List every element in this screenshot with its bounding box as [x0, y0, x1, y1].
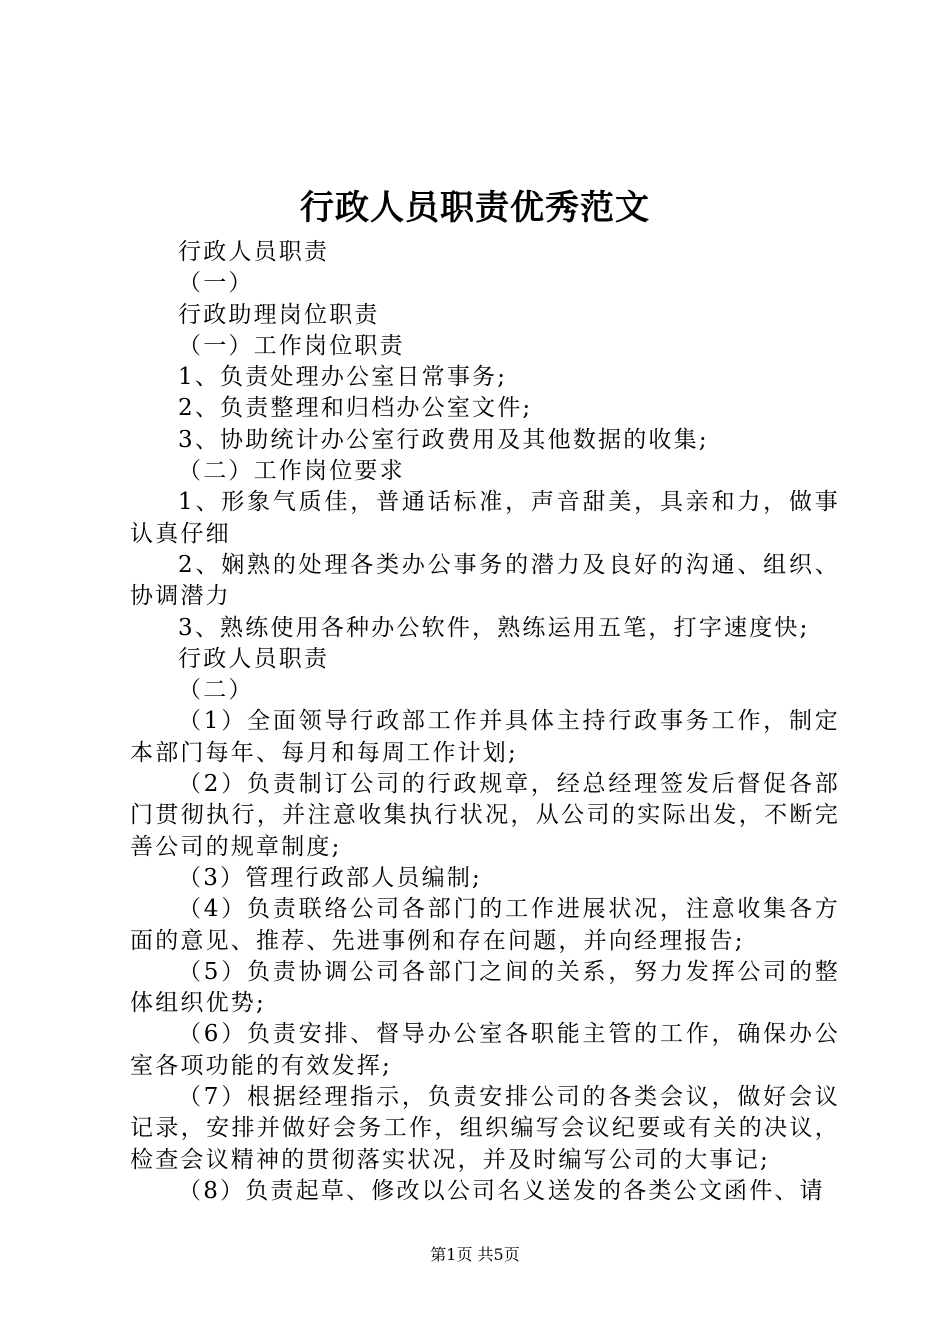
page-number-footer: 第1页 共5页	[430, 1245, 520, 1264]
paragraph: （3）管理行政部人员编制;	[178, 864, 482, 891]
paragraph: 2、负责整理和归档办公室文件;	[178, 395, 533, 422]
paragraph: （7）根据经理指示，负责安排公司的各类会议，做好会议记录，安排并做好会务工作，组织编写会议纪要或有关的决议，检查会议精神的贯彻落实状况，并及时编写公司的大事记;	[130, 1084, 840, 1173]
paragraph: （二）工作岗位要求	[178, 458, 405, 485]
paragraph: 行政人员职责	[178, 645, 330, 672]
page-title: 行政人员职责优秀范文	[300, 188, 650, 228]
paragraph: （6）负责安排、督导办公室各职能主管的工作，确保办公室各项功能的有效发挥;	[130, 1021, 840, 1079]
paragraph: （2）负责制订公司的行政规章，经总经理签发后督促各部门贯彻执行，并注意收集执行状况，从公司的实际出发，不断完善公司的规章制度;	[130, 771, 840, 860]
paragraph: 行政助理岗位职责	[178, 301, 380, 328]
paragraph: 1、形象气质佳，普通话标准，声音甜美，具亲和力，做事认真仔细	[130, 489, 840, 547]
document-body	[130, 237, 840, 1207]
paragraph: 2、娴熟的处理各类办公事务的潜力及良好的沟通、组织、协调潜力	[130, 551, 840, 610]
paragraph: 3、熟练使用各种办公软件，熟练运用五笔，打字速度快;	[178, 614, 810, 641]
paragraph: （一）	[178, 270, 254, 297]
paragraph: 1、负责处理办公室日常事务;	[178, 364, 508, 391]
paragraph: （4）负责联络公司各部门的工作进展状况，注意收集各方面的意见、推荐、先进事例和存在问题，并向经理报告;	[130, 896, 840, 954]
paragraph: （8）负责起草、修改以公司名义送发的各类公文函件、请	[178, 1177, 825, 1204]
paragraph: （一）工作岗位职责	[178, 332, 405, 359]
paragraph: （5）负责协调公司各部门之间的关系，努力发挥公司的整体组织优势;	[130, 958, 840, 1017]
paragraph: 行政人员职责	[178, 239, 330, 265]
paragraph: （二）	[178, 677, 254, 704]
paragraph: （1）全面领导行政部工作并具体主持行政事务工作，制定本部门每年、每月和每周工作计划;	[130, 708, 840, 766]
paragraph: 3、协助统计办公室行政费用及其他数据的收集;	[178, 426, 709, 453]
